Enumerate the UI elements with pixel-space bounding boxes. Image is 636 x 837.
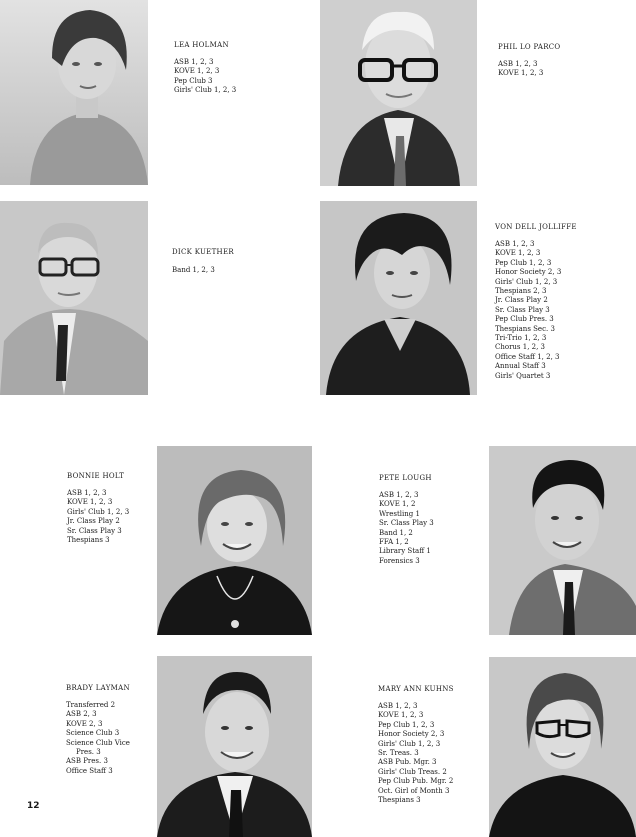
- student-name: PHIL LO PARCO: [498, 43, 561, 51]
- student-name: BONNIE HOLT: [67, 472, 125, 480]
- activity-item: Oct. Girl of Month 3: [378, 786, 450, 795]
- student-name: MARY ANN KUHNS: [378, 685, 454, 693]
- activity-item: Band 1, 2: [379, 528, 413, 537]
- activity-item: Girls' Club Treas. 2: [378, 767, 447, 776]
- student-name: VON DELL JOLLIFFE: [495, 223, 577, 231]
- portrait-pete-lough: [489, 446, 636, 635]
- activity-item: ASB 1, 2, 3: [67, 489, 107, 497]
- activity-item: ASB Pres. 3: [66, 757, 108, 766]
- activity-item: ASB 1, 2, 3: [495, 240, 535, 248]
- activity-item: KOVE 1, 2: [379, 500, 416, 509]
- activity-item: Honor Society 2, 3: [495, 268, 562, 277]
- activity-item: Honor Society 2, 3: [378, 730, 445, 739]
- activity-list-lea-holman: [174, 58, 236, 96]
- activity-item: Girls' Club 1, 2, 3: [378, 739, 441, 748]
- activity-item: Girls' Quartet 3: [495, 371, 551, 380]
- page-number: 12: [27, 801, 40, 811]
- activity-item: ASB 1, 2, 3: [378, 702, 418, 710]
- activity-item: Jr. Class Play 2: [67, 517, 120, 526]
- activity-item: ASB 1, 2, 3: [379, 491, 419, 499]
- activity-item: Thespians 3: [67, 536, 110, 545]
- activity-item: Chorus 1, 2, 3: [495, 343, 546, 352]
- activity-item: ASB 2, 3: [66, 710, 97, 719]
- activity-item: Tri-Trio 1, 2, 3: [495, 334, 547, 343]
- activity-item: Sr. Treas. 3: [378, 749, 419, 758]
- activity-item: ASB 1, 2, 3: [174, 58, 214, 66]
- activity-item: Girls' Club 1, 2, 3: [174, 86, 237, 95]
- activity-list-mary-ann-kuhns: [378, 702, 453, 805]
- activity-item: FFA 1, 2: [379, 538, 409, 547]
- activity-item: Girls' Club 1, 2, 3: [67, 507, 130, 516]
- activity-item: Pep Club 1, 2, 3: [378, 720, 435, 729]
- activity-item: Band 1, 2, 3: [172, 266, 215, 274]
- portrait-phil-lo-parco: [320, 0, 477, 186]
- activity-item: Sr. Class Play 3: [495, 305, 550, 314]
- student-name: DICK KUETHER: [172, 248, 234, 256]
- activity-item: KOVE 1, 2, 3: [174, 67, 220, 76]
- activity-item: ASB 1, 2, 3: [498, 60, 538, 68]
- activity-item: Library Staff 1: [379, 547, 431, 556]
- activity-item: Annual Staff 3: [495, 362, 546, 371]
- portrait-dick-kuether: [0, 201, 148, 395]
- portrait-bonnie-holt: [157, 446, 312, 635]
- activity-item: Office Staff 1, 2, 3: [495, 352, 560, 361]
- activity-item: Wrestling 1: [379, 509, 420, 518]
- activity-item: Science Club Vice: [66, 738, 130, 747]
- student-name: LEA HOLMAN: [174, 41, 229, 49]
- activity-list-phil-lo-parco: [498, 60, 543, 79]
- student-name: BRADY LAYMAN: [66, 684, 130, 692]
- portrait-von-dell-jolliffe: [320, 201, 477, 395]
- activity-item: Pres. 3: [76, 748, 101, 757]
- activity-list-bonnie-holt: [67, 489, 129, 545]
- activity-item: Forensics 3: [379, 556, 420, 565]
- activity-item: KOVE 1, 2, 3: [495, 249, 541, 258]
- activity-item: ASB Pub. Mgr. 3: [378, 758, 437, 767]
- activity-item: Sr. Class Play 3: [379, 519, 434, 528]
- activity-item: Pep Club 1, 2, 3: [495, 258, 552, 267]
- activity-list-dick-kuether: [172, 266, 215, 275]
- activity-item: KOVE 1, 2, 3: [67, 498, 113, 507]
- activity-item: Jr. Class Play 2: [495, 296, 548, 305]
- activity-item: Sr. Class Play 3: [67, 526, 122, 535]
- activity-item: KOVE 1, 2, 3: [498, 69, 544, 78]
- activity-item: Thespians 3: [378, 796, 421, 805]
- activity-item: Science Club 3: [66, 729, 120, 738]
- activity-item: Transferred 2: [66, 701, 116, 709]
- activity-item: Pep Club Pub. Mgr. 2: [378, 777, 454, 786]
- activity-item: Pep Club 3: [174, 76, 213, 85]
- activity-item: KOVE 2, 3: [66, 719, 103, 728]
- activity-item: Thespians Sec. 3: [495, 324, 555, 333]
- portrait-mary-ann-kuhns: [489, 657, 636, 837]
- portrait-brady-layman: [157, 656, 312, 837]
- activity-item: Office Staff 3: [66, 766, 113, 775]
- activity-list-pete-lough: [379, 491, 434, 566]
- portrait-lea-holman: [0, 0, 148, 185]
- student-name: PETE LOUGH: [379, 474, 432, 482]
- activity-list-von-dell-jolliffe: [495, 240, 561, 381]
- activity-item: KOVE 1, 2, 3: [378, 711, 424, 720]
- activity-list-brady-layman: [66, 701, 130, 776]
- activity-item: Girls' Club 1, 2, 3: [495, 277, 558, 286]
- activity-item: Thespians 2, 3: [495, 287, 547, 296]
- activity-item: Pep Club Pres. 3: [495, 315, 554, 324]
